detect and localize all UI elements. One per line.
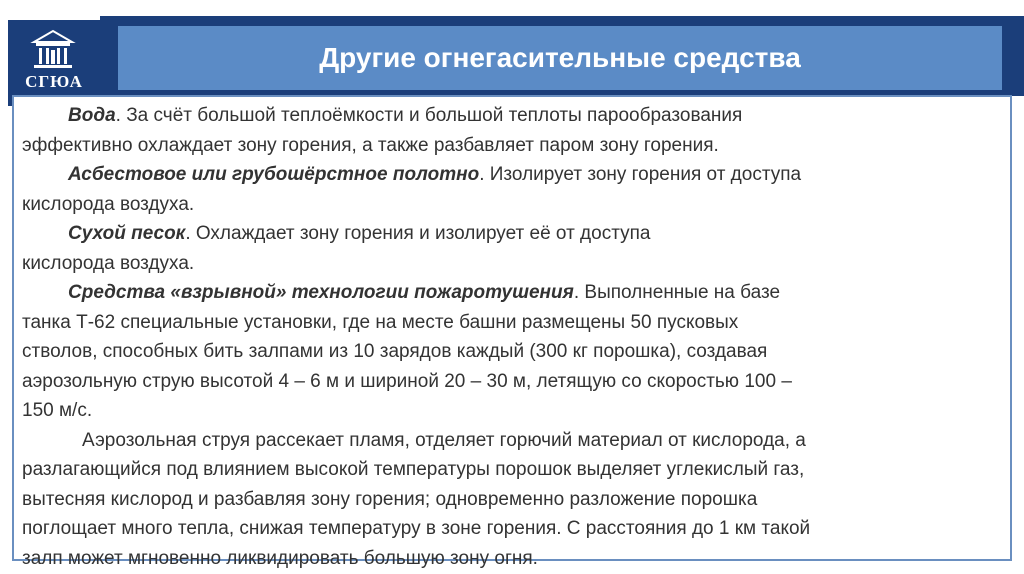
text-line: аэрозольную струю высотой 4 – 6 м и шириной 20 – 30 м, летящую со скоростью 100 –	[22, 370, 792, 392]
text-line: вытесняя кислород и разбавляя зону горения; одновременно разложение порошка	[22, 488, 758, 510]
logo-text: СГЮА	[25, 72, 83, 91]
paragraph-explosive-line	[22, 278, 1002, 308]
logo	[8, 20, 100, 106]
text-line: . Изолирует зону горения от доступа	[479, 164, 802, 185]
term-explosive: Средства «взрывной» технологии пожаротушения	[68, 282, 574, 303]
text-line: кислорода воздуха.	[22, 252, 195, 274]
text-line: . За счёт большой теплоёмкости и большой теплоты парообразования	[115, 105, 743, 126]
text-line: эффективно охлаждает зону горения, а также разбавляет паром зону горения.	[22, 134, 719, 156]
text-line: 150 м/с.	[22, 400, 93, 421]
text-line: . Охлаждает зону горения и изолирует её от доступа	[185, 223, 651, 244]
paragraph-sand-line	[22, 219, 1002, 249]
building-columns-icon	[30, 28, 76, 72]
text-line: залп может мгновенно ликвидировать большую зону огня.	[22, 547, 538, 569]
term-water: Вода	[68, 105, 116, 126]
text-line: поглощает много тепла, снижая температуру в зоне горения. С расстояния до 1 км такой	[22, 518, 811, 539]
text-line: танка Т-62 специальные установки, где на месте башни размещены 50 пусковых	[22, 311, 739, 333]
paragraph-aerosol-line: Аэрозольная струя рассекает пламя, отделяет горючий материал от кислорода, а	[82, 429, 806, 451]
text-line: кислорода воздуха.	[22, 193, 195, 215]
term-sand: Сухой песок	[68, 223, 186, 244]
content-box	[12, 95, 1012, 569]
term-asbestos: Асбестовое или грубошёрстное полотно	[68, 164, 480, 185]
text-line: стволов, способных бить залпами из 10 зарядов каждый (300 кг порошка), создавая	[22, 341, 768, 362]
text-line: разлагающийся под влиянием высокой температуры порошок выделяет углекислый газ,	[22, 459, 805, 480]
paragraph-water-line	[22, 101, 1002, 131]
title-panel	[118, 26, 1002, 90]
page-title: Другие огнегасительные средства	[319, 42, 801, 73]
text-line: . Выполненные на базе	[573, 282, 781, 303]
paragraph-asbestos-line	[22, 160, 1002, 190]
